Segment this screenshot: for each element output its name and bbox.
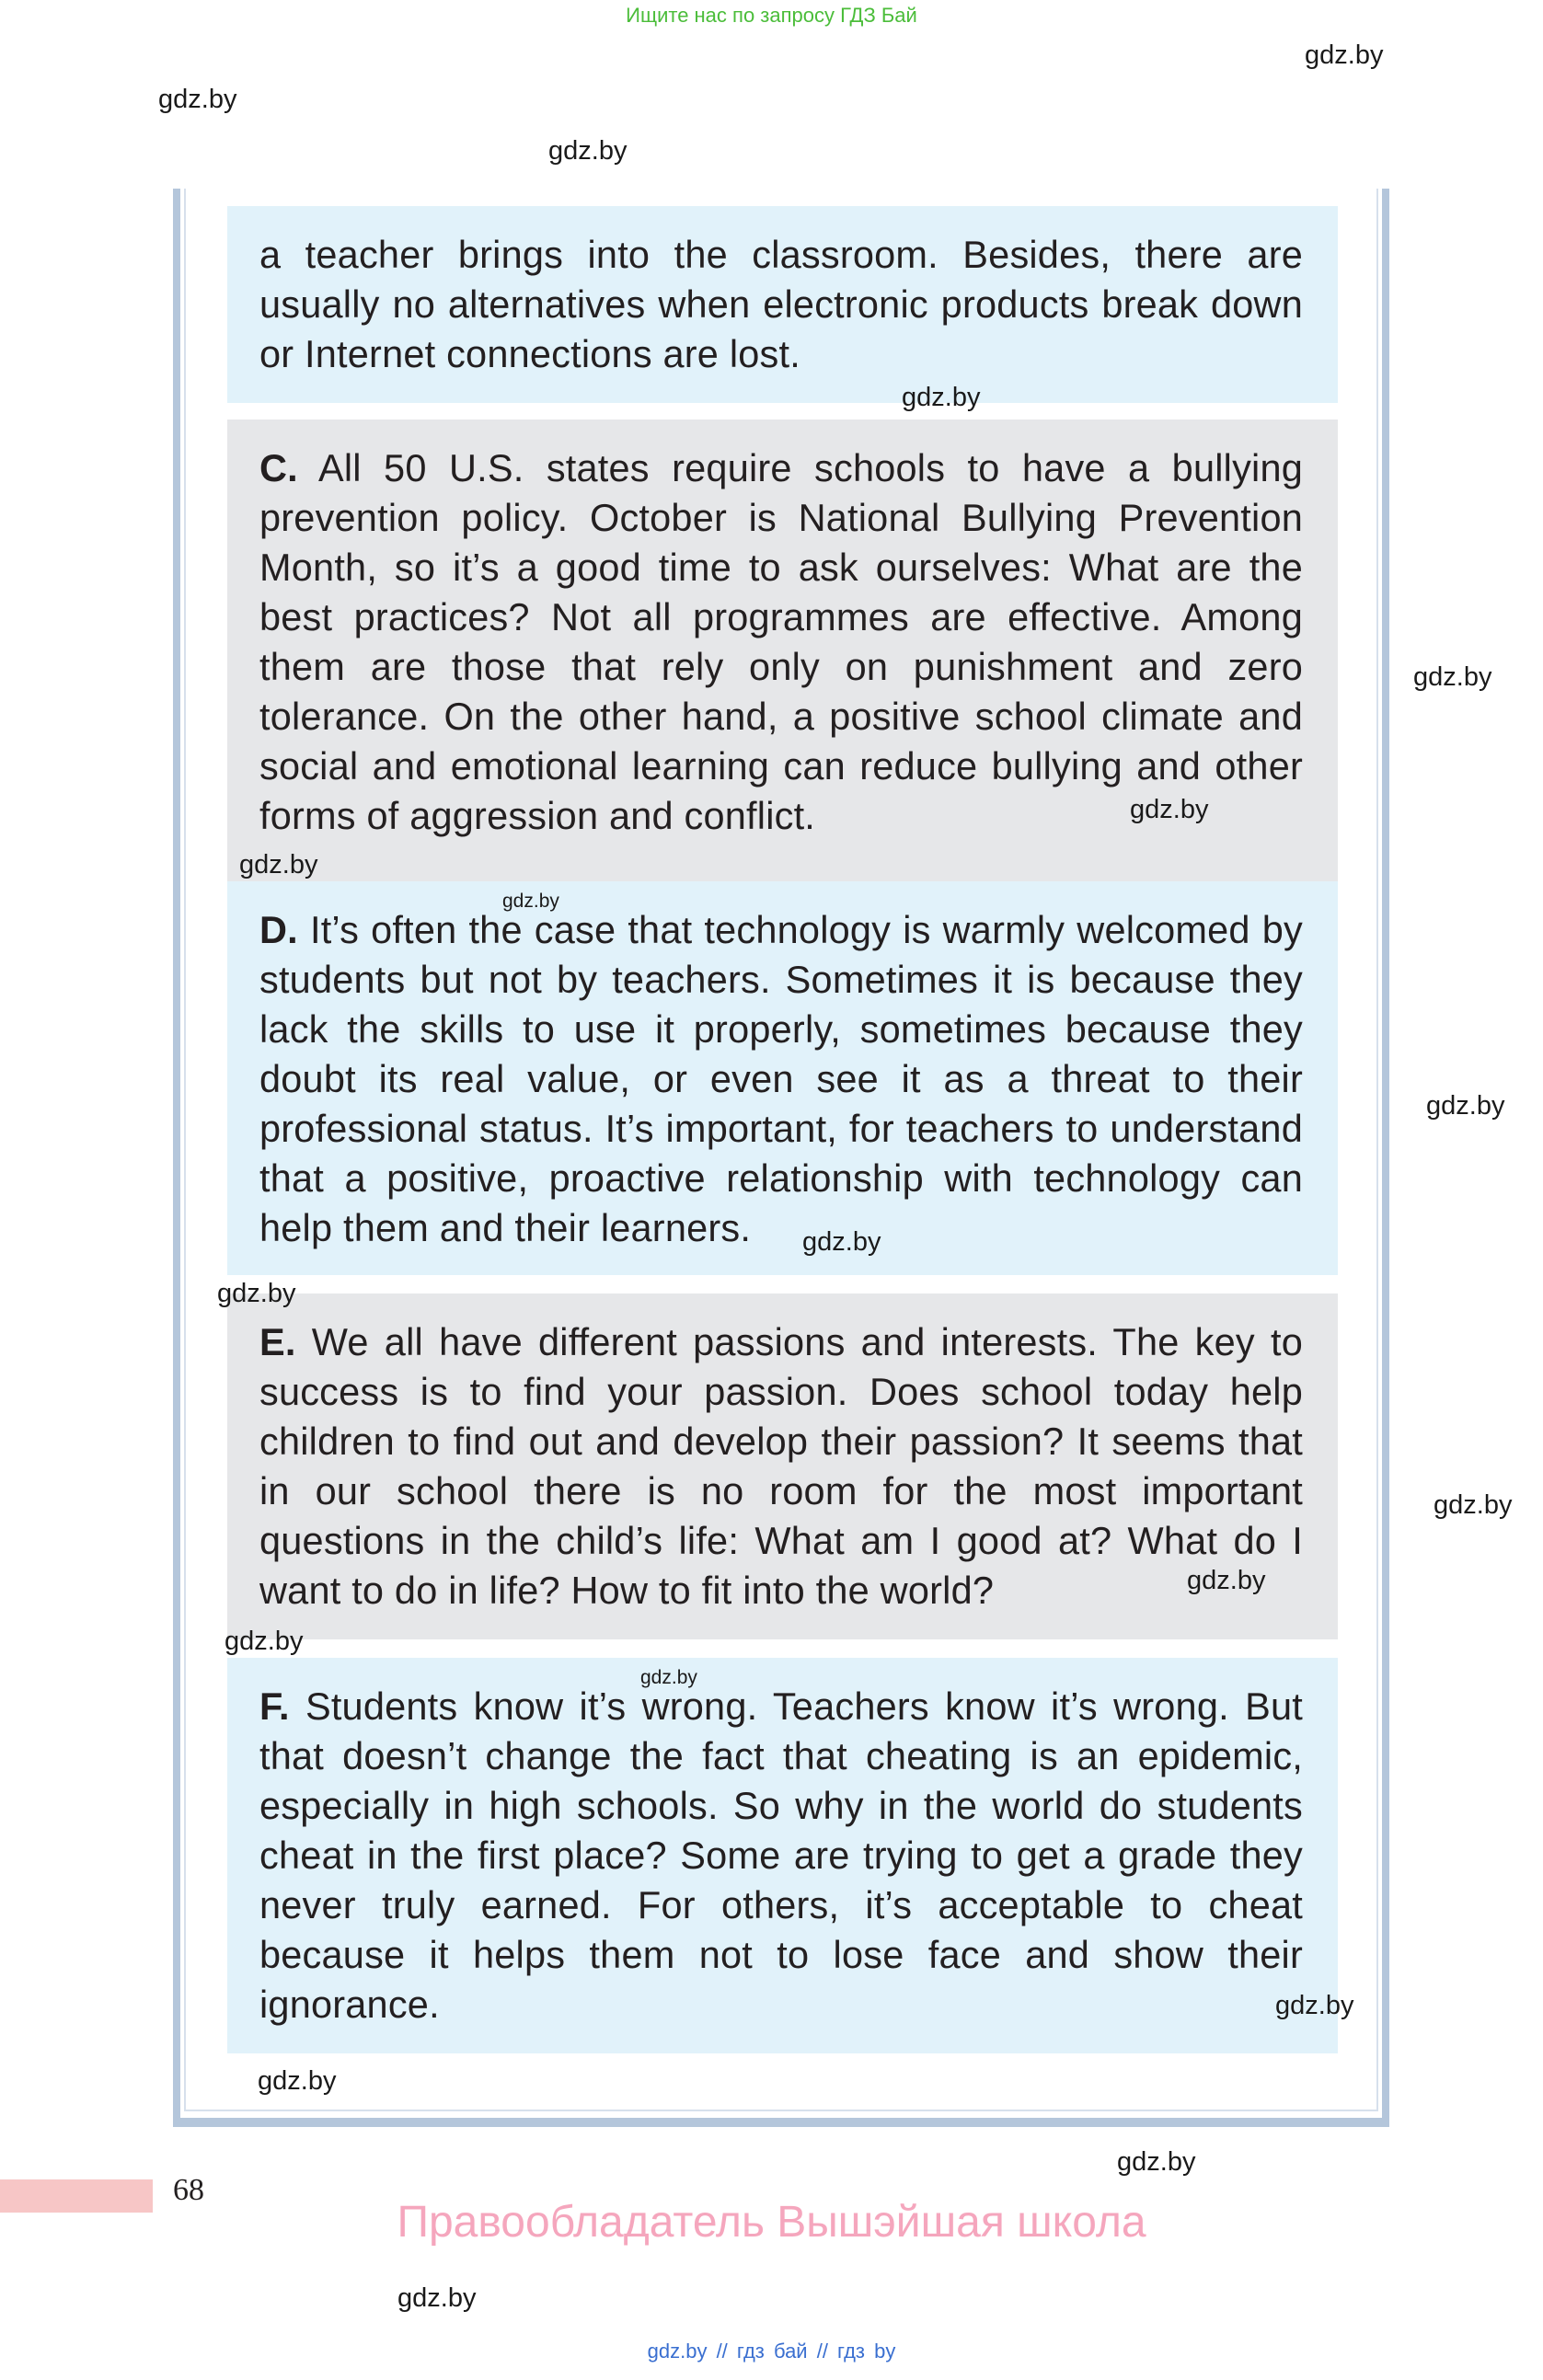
- watermark: gdz.by: [258, 2066, 337, 2096]
- paragraph-c-letter: C.: [259, 446, 298, 489]
- watermark: gdz.by: [158, 85, 237, 114]
- watermark: gdz.by: [1434, 1490, 1513, 1520]
- paragraph-card-e: [227, 1293, 1338, 1639]
- paragraph-f: [259, 1682, 1303, 2029]
- watermark: gdz.by: [225, 1627, 304, 1656]
- watermark: gdz.by: [502, 891, 559, 912]
- paragraph-card-d: [227, 881, 1338, 1275]
- watermark: gdz.by: [217, 1279, 296, 1308]
- paragraph-e-letter: E.: [259, 1320, 296, 1363]
- paragraph-d-letter: D.: [259, 908, 298, 951]
- footer-links[interactable]: gdz.by // гдз бай // гдз by: [647, 2340, 896, 2363]
- watermark: gdz.by: [1305, 40, 1384, 70]
- copyright-notice: Правообладатель Вышэйшая школа: [397, 2198, 1146, 2247]
- watermark: gdz.by: [902, 383, 981, 412]
- paragraph-d-text: It’s often the case that technology is warmly welcomed by students but not by teachers. Sometimes it is because they lack the skills to use it properly, sometimes because they doubt its real value, or even see it as a threat to their professional status. It’s important, for teachers to understand that a positive, proactive relationship with technology can help them and their learners.: [259, 908, 1303, 1249]
- paragraph-c-text: All 50 U.S. states require schools to have a bullying prevention policy. October is National Bullying Prevention Month, so it’s a good time to ask ourselves: What are the best practices? Not all programmes are effective. Among them are those that rely only on punishment and zero tolerance. On the other hand, a positive school climate and social and emotional learning can reduce bullying and other forms of aggression and conflict.: [259, 446, 1303, 837]
- paragraph-f-text: Students know it’s wrong. Teachers know it’s wrong. But that doesn’t change the fact that cheating is an epidemic, especially in high schools. So why in the world do students cheat in the first place? Some are trying to get a grade they never truly earned. For others, it’s acceptable to cheat because it helps them not to lose face and show their ignorance.: [259, 1684, 1303, 2026]
- watermark: gdz.by: [1426, 1091, 1505, 1121]
- paragraph-card-f: [227, 1658, 1338, 2053]
- watermark: gdz.by: [1130, 795, 1209, 824]
- paragraph-f-letter: F.: [259, 1684, 290, 1728]
- paragraph-d: [259, 905, 1303, 1253]
- top-search-link[interactable]: Ищите нас по запросу ГДЗ Бай: [626, 4, 917, 27]
- paragraph-continuation-text: a teacher brings into the classroom. Besides, there are usually no alternatives when electronic products break down or Internet connections are lost.: [259, 233, 1303, 375]
- paragraph-card-continuation: [227, 206, 1338, 403]
- watermark: gdz.by: [1187, 1566, 1266, 1595]
- paragraph-e: [259, 1317, 1303, 1615]
- watermark: gdz.by: [239, 850, 318, 880]
- watermark: gdz.by: [802, 1227, 881, 1257]
- watermark: gdz.by: [397, 2283, 477, 2313]
- paragraph-card-c: [227, 420, 1338, 903]
- paragraph-c: [259, 443, 1303, 841]
- paragraph-e-text: We all have different passions and interests. The key to success is to find your passion. Does school today help children to find out and develop their passion? It seems that in our school there is no room for the most important questions in the child’s life: What am I good at? What do I want to do in life? How to fit into the world?: [259, 1320, 1303, 1612]
- watermark: gdz.by: [1275, 1991, 1354, 2020]
- watermark: gdz.by: [1117, 2147, 1196, 2177]
- watermark: gdz.by: [1413, 662, 1492, 692]
- watermark: gdz.by: [640, 1667, 697, 1688]
- page-number: 68: [173, 2173, 204, 2207]
- watermark: gdz.by: [548, 136, 628, 166]
